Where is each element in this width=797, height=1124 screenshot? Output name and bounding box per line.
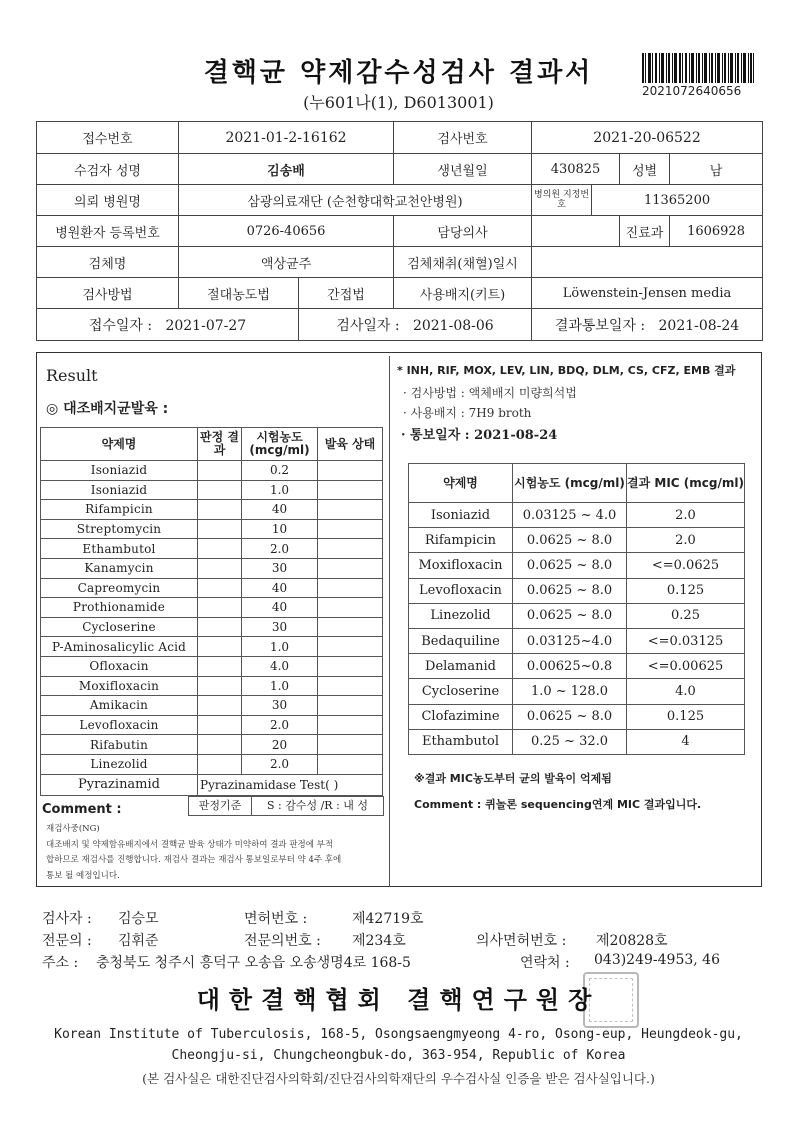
drug-conc: 1.0 — [242, 637, 318, 657]
drug-conc: 2.0 — [242, 754, 318, 774]
drug-judge — [198, 676, 242, 696]
mic-report-date: · 통보일자 : 2021-08-24 — [401, 428, 558, 443]
col-growth: 발육 상태 — [318, 428, 383, 461]
drug-row — [41, 754, 383, 774]
mic-row — [409, 628, 745, 653]
dept-label: 진료과 — [620, 216, 670, 247]
drug-conc: 4.0 — [242, 656, 318, 676]
mic-result: 0.125 — [627, 578, 745, 603]
contact-value: 043)249-4953, 46 — [594, 952, 720, 968]
mic-range: 0.03125~4.0 — [513, 628, 627, 653]
mic-range: 1.0 ~ 128.0 — [513, 679, 627, 704]
drug-judge — [198, 754, 242, 774]
hospital-code: 11365200 — [592, 185, 763, 216]
sex-value: 남 — [670, 154, 763, 185]
hospital-name: 삼광의료재단 (순천향대학교천안병원) — [179, 185, 532, 216]
specialist-label: 전문의 : — [42, 933, 92, 949]
document-subtitle: (누601나(1), D6013001) — [303, 93, 494, 112]
drug-name: Capreomycin — [41, 578, 198, 598]
drug-growth — [318, 578, 383, 598]
mic-range: 0.0625 ~ 8.0 — [513, 578, 627, 603]
mic-range: 0.0625 ~ 8.0 — [513, 603, 627, 628]
media-value: Löwenstein-Jensen media — [532, 278, 763, 309]
drug-row — [41, 735, 383, 755]
mic-range: 0.25 ~ 32.0 — [513, 729, 627, 754]
patient-reg-label: 병원환자 등록번호 — [37, 216, 179, 247]
col-conc: 시험농도 (mcg/ml) — [242, 428, 318, 461]
drug-growth — [318, 558, 383, 578]
license-label: 면허번호 : — [244, 911, 308, 927]
mic-result: <=0.03125 — [627, 628, 745, 653]
drug-judge — [198, 558, 242, 578]
mic-note: ※결과 MIC농도부터 균의 발육이 억제됨 — [414, 772, 612, 785]
drug-judge — [198, 500, 242, 520]
birth-label: 생년월일 — [394, 154, 532, 185]
drug-judge — [198, 578, 242, 598]
test-no: 2021-20-06522 — [532, 122, 763, 154]
note-line-2: 대조배지 및 약제함유배지에서 결핵균 발육 상태가 미약하여 결과 판정에 부적 — [46, 839, 334, 850]
drug-conc: 20 — [242, 735, 318, 755]
drug-growth — [318, 598, 383, 618]
mic-drug-name: Moxifloxacin — [409, 553, 513, 578]
mic-result: 2.0 — [627, 503, 745, 528]
birth-value: 430825 — [532, 154, 620, 185]
drug-growth — [318, 617, 383, 637]
barcode-icon — [642, 53, 754, 83]
drug-conc: 30 — [242, 696, 318, 716]
drug-judge — [198, 617, 242, 637]
specialist-no-label: 전문의번호 : — [244, 933, 321, 949]
document-title: 결핵균 약제감수성검사 결과서 — [203, 58, 594, 88]
drug-row — [41, 676, 383, 696]
mic-drug-name: Linezolid — [409, 603, 513, 628]
drug-growth — [318, 500, 383, 520]
mic-result: <=0.0625 — [627, 553, 745, 578]
drug-growth — [318, 715, 383, 735]
drug-name: Levofloxacin — [41, 715, 198, 735]
drug-conc: 0.2 — [242, 461, 318, 481]
doctor-name — [532, 216, 620, 247]
drug-row — [41, 696, 383, 716]
drug-conc: 40 — [242, 598, 318, 618]
receipt-date-value: 2021-07-27 — [165, 317, 247, 334]
pza-test: Pyrazinamidase Test( ) — [198, 774, 383, 795]
specimen-value: 액상균주 — [179, 247, 394, 278]
drug-conc: 30 — [242, 617, 318, 637]
mic-heading: * INH, RIF, MOX, LEV, LIN, BDQ, DLM, CS, CFZ, EMB 결과 — [397, 364, 736, 377]
drug-name: Amikacin — [41, 696, 198, 716]
mic-col-conc: 시험농도 (mcg/ml) — [513, 464, 627, 503]
drug-name: Moxifloxacin — [41, 676, 198, 696]
drug-name: Isoniazid — [41, 461, 198, 481]
mic-row — [409, 704, 745, 729]
mic-comment: Comment : 퀴놀론 sequencing연계 MIC 결과입니다. — [414, 798, 702, 811]
col-judge: 판정 결과 — [198, 428, 242, 461]
drug-judge — [198, 480, 242, 500]
drug-conc: 30 — [242, 558, 318, 578]
report-date-label: 결과통보일자 : — [554, 317, 646, 334]
doctor-license-label: 의사면허번호 : — [476, 933, 567, 949]
drug-conc: 2.0 — [242, 539, 318, 559]
doctor-license-number: 제20828호 — [596, 933, 668, 949]
hospital-code-label: 병의원 지정번호 — [532, 185, 592, 216]
note-line-3: 합하므로 재검사를 진행합니다. 재검사 결과는 재검사 통보일로부터 약 4주 후에 — [46, 855, 342, 865]
control-growth-title: ◎ 대조배지균발육 : — [46, 401, 169, 417]
collect-value — [532, 247, 763, 278]
organization-name: 대한결핵협회 결핵연구원장 — [196, 986, 601, 1014]
contact-label: 연락처 : — [520, 955, 570, 971]
col-drug: 약제명 — [41, 428, 198, 461]
retest-note — [46, 822, 386, 884]
mic-row — [409, 729, 745, 754]
drug-growth — [318, 735, 383, 755]
drug-row — [41, 480, 383, 500]
drug-growth — [318, 461, 383, 481]
mic-result: 0.125 — [627, 704, 745, 729]
drug-growth — [318, 656, 383, 676]
patient-name: 김송배 — [179, 154, 394, 185]
mic-drug-name: Levofloxacin — [409, 578, 513, 603]
address-value: 충청북도 청주시 흥덕구 오송읍 오송생명4로 168-5 — [96, 955, 411, 971]
mic-row — [409, 503, 745, 528]
mic-method: · 검사방법 : 액체배지 미량희석법 — [403, 386, 577, 400]
drug-name: Rifabutin — [41, 735, 198, 755]
drug-name: Prothionamide — [41, 598, 198, 618]
drug-judge — [198, 656, 242, 676]
left-comment-label: Comment : — [42, 802, 122, 817]
drug-row — [41, 715, 383, 735]
drug-row — [41, 539, 383, 559]
criteria-box — [188, 796, 384, 816]
result-title: Result — [46, 366, 98, 385]
drug-conc: 1.0 — [242, 480, 318, 500]
drug-conc: 40 — [242, 578, 318, 598]
pza-name: Pyrazinamid — [41, 774, 198, 795]
english-address-line-2: Cheongju-si, Chungcheongbuk-do, 363-954, Republic of Korea — [171, 1048, 626, 1063]
report-date — [532, 309, 763, 341]
mic-drug-name: Delamanid — [409, 654, 513, 679]
drug-conc: 40 — [242, 500, 318, 520]
mic-result: 4.0 — [627, 679, 745, 704]
drug-row — [41, 500, 383, 520]
drug-name: Linezolid — [41, 754, 198, 774]
method-value-2: 간접법 — [299, 278, 394, 309]
drug-row — [41, 656, 383, 676]
drug-name: Streptomycin — [41, 519, 198, 539]
test-date-label: 검사일자 : — [336, 317, 400, 334]
drug-row — [41, 578, 383, 598]
drug-judge — [198, 519, 242, 539]
drug-conc: 1.0 — [242, 676, 318, 696]
test-date — [299, 309, 532, 341]
mic-table — [408, 463, 745, 755]
drug-judge — [198, 598, 242, 618]
drug-judge — [198, 461, 242, 481]
license-number: 제42719호 — [352, 911, 424, 927]
mic-drug-name: Cycloserine — [409, 679, 513, 704]
mic-range: 0.03125 ~ 4.0 — [513, 503, 627, 528]
mic-row — [409, 603, 745, 628]
mic-result: <=0.00625 — [627, 654, 745, 679]
mic-row — [409, 679, 745, 704]
criteria-label: 판정기준 — [189, 797, 252, 815]
receipt-no: 2021-01-2-16162 — [179, 122, 394, 154]
patient-reg: 0726-40656 — [179, 216, 394, 247]
drug-name: Ofloxacin — [41, 656, 198, 676]
test-no-label: 검사번호 — [394, 122, 532, 154]
drug-judge — [198, 637, 242, 657]
drug-row — [41, 637, 383, 657]
mic-row — [409, 578, 745, 603]
criteria-value: S : 감수성 /R : 내 성 — [266, 799, 369, 812]
note-line-1: 재검사중(NG) — [46, 824, 100, 834]
patient-name-label: 수검자 성명 — [37, 154, 179, 185]
mic-range: 0.0625 ~ 8.0 — [513, 528, 627, 553]
drug-growth — [318, 676, 383, 696]
mic-row — [409, 528, 745, 553]
drug-judge — [198, 715, 242, 735]
mic-range: 0.0625 ~ 8.0 — [513, 553, 627, 578]
test-date-value: 2021-08-06 — [412, 317, 494, 334]
mic-result: 0.25 — [627, 603, 745, 628]
drug-judge — [198, 696, 242, 716]
drug-growth — [318, 637, 383, 657]
mic-col-drug: 약제명 — [409, 464, 513, 503]
note-line-4: 통보 될 예정입니다. — [46, 870, 120, 881]
drug-name: Kanamycin — [41, 558, 198, 578]
method-value: 절대농도법 — [179, 278, 299, 309]
mic-drug-name: Ethambutol — [409, 729, 513, 754]
mic-row — [409, 654, 745, 679]
receipt-date-label: 접수일자 : — [88, 317, 153, 334]
report-date-value: 2021-08-24 — [658, 317, 740, 334]
method-label: 검사방법 — [37, 278, 179, 309]
tester-label: 검사자 : — [42, 911, 92, 927]
mic-media: · 사용배지 : 7H9 broth — [403, 406, 532, 420]
mic-range: 0.00625~0.8 — [513, 654, 627, 679]
drug-conc: 2.0 — [242, 715, 318, 735]
dept-value: 1606928 — [670, 216, 763, 247]
drug-name: Isoniazid — [41, 480, 198, 500]
drug-judge — [198, 735, 242, 755]
collect-label: 검체채취(채혈)일시 — [394, 247, 532, 278]
drug-growth — [318, 480, 383, 500]
drug-growth — [318, 539, 383, 559]
specimen-label: 검체명 — [37, 247, 179, 278]
drug-row — [41, 519, 383, 539]
address-label: 주소 : — [42, 955, 79, 971]
mic-drug-name: Isoniazid — [409, 503, 513, 528]
receipt-date — [37, 309, 299, 341]
drug-conc: 10 — [242, 519, 318, 539]
mic-result: 4 — [627, 729, 745, 754]
receipt-no-label: 접수번호 — [37, 122, 179, 154]
english-address-line-1: Korean Institute of Tuberculosis, 168-5, Osongsaengmyeong 4-ro, Osong-eup, Heungdeok-gu, — [54, 1027, 743, 1042]
drug-row — [41, 598, 383, 618]
mic-drug-name: Bedaquiline — [409, 628, 513, 653]
sex-label: 성별 — [620, 154, 670, 185]
mic-drug-name: Clofazimine — [409, 704, 513, 729]
drug-growth — [318, 754, 383, 774]
mic-row — [409, 553, 745, 578]
drug-growth — [318, 696, 383, 716]
mic-col-result: 결과 MIC (mcg/ml) — [627, 464, 745, 503]
doctor-label: 담당의사 — [394, 216, 532, 247]
drug-row — [41, 461, 383, 481]
mic-range: 0.0625 ~ 8.0 — [513, 704, 627, 729]
drug-row — [41, 558, 383, 578]
hospital-label: 의뢰 병원명 — [37, 185, 179, 216]
tester-name: 김승모 — [118, 911, 159, 927]
mic-result: 2.0 — [627, 528, 745, 553]
drug-name: Cycloserine — [41, 617, 198, 637]
drug-name: P-Aminosalicylic Acid — [41, 637, 198, 657]
absolute-concentration-table — [40, 427, 383, 796]
drug-row — [41, 617, 383, 637]
drug-name: Rifampicin — [41, 500, 198, 520]
drug-growth — [318, 519, 383, 539]
result-divider — [389, 356, 390, 887]
drug-judge — [198, 539, 242, 559]
specialist-name: 김휘준 — [118, 933, 159, 949]
specialist-number: 제234호 — [352, 933, 406, 949]
barcode-number: 2021072640656 — [642, 84, 742, 98]
certification-note: (본 검사실은 대한진단검사의학회/진단검사의학재단의 우수검사실 인증을 받은 검사실입니다.) — [142, 1071, 655, 1086]
header-table — [36, 121, 763, 341]
mic-drug-name: Rifampicin — [409, 528, 513, 553]
media-label: 사용배지(키트) — [394, 278, 532, 309]
drug-name: Ethambutol — [41, 539, 198, 559]
